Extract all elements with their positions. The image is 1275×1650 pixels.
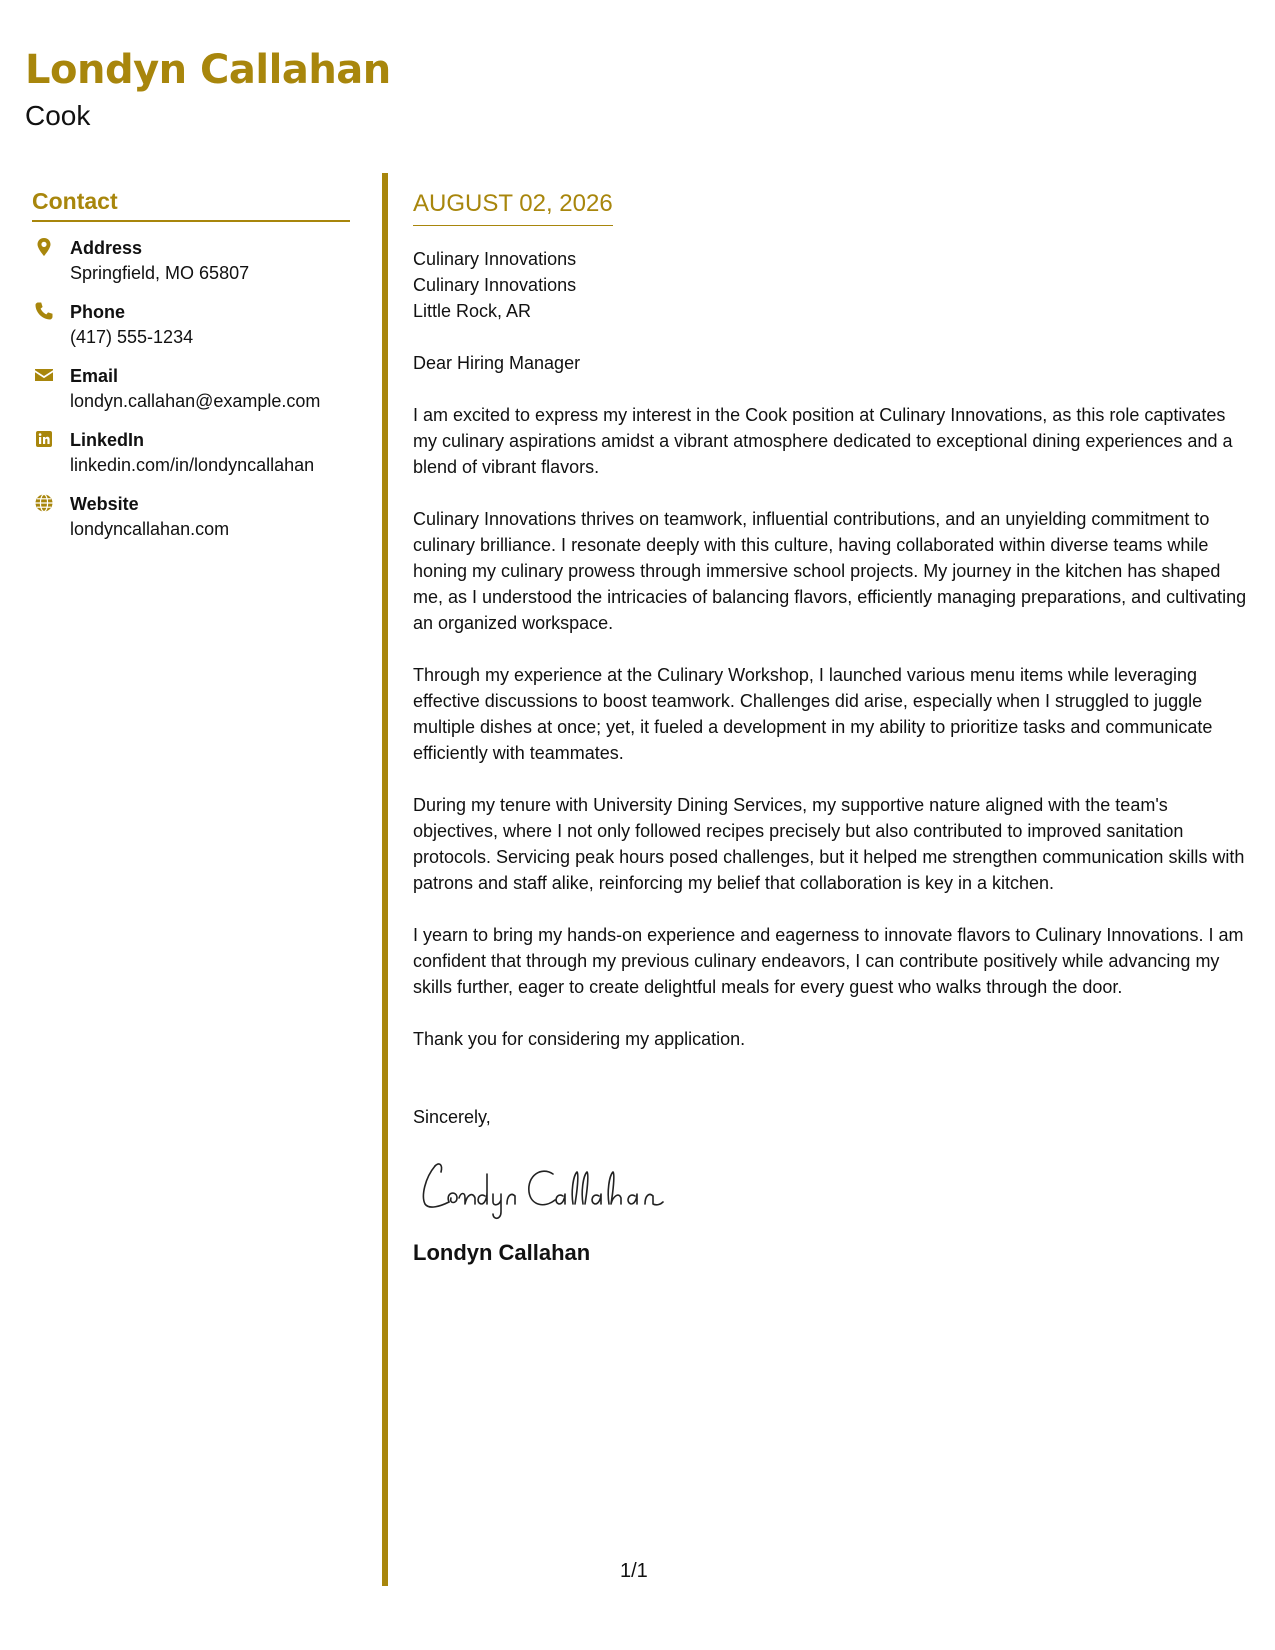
- contact-label: Email: [70, 365, 119, 386]
- letter-body: [413, 190, 1248, 1266]
- linkedin-icon: [34, 429, 54, 449]
- contact-value: londyncallahan.com: [70, 518, 230, 539]
- contact-label: Phone: [70, 301, 126, 322]
- body-paragraph: I am excited to express my interest in the Cook position at Culinary Innovations, as this role captivates my culinary aspirations amidst a vibrant atmosphere dedicated to exceptional dining experiences and a blend of vibrant flavors.: [413, 404, 1233, 477]
- contact-value: (417) 555-1234: [70, 326, 194, 347]
- handwritten-signature: [413, 1152, 683, 1222]
- job-title: Cook: [25, 100, 91, 131]
- body-paragraph: Culinary Innovations thrives on teamwork, influential contributions, and an unyielding commitment to culinary brilliance. I resonate deeply with this culture, having collaborated within diverse teams while honing my culinary prowess through immersive school projects. My journey in the kitchen has shaped me, as I understood the intricacies of balancing flavors, efficiently managing preparations, and cultivating an organized workspace.: [413, 508, 1247, 633]
- map-pin-icon: [34, 237, 54, 257]
- body-paragraph: During my tenure with University Dining Services, my supportive nature aligned with the team's objectives, where I not only followed recipes precisely but also contributed to improved sanitation protocols. Servicing peak hours posed challenges, but it helped me strengthen communication skills with patrons and staff alike, reinforcing my belief that collaboration is key in a kitchen.: [413, 794, 1245, 893]
- body-paragraph: I yearn to bring my hands-on experience and eagerness to innovate flavors to Culinary Innovations. I am confident that through my previous culinary endeavors, I can contribute positively while advancing my skills further, eager to create delightful meals for every guest who walks through the door.: [413, 924, 1244, 997]
- contact-item-website: [32, 492, 350, 542]
- globe-icon: [34, 493, 54, 513]
- thank-you-line: Thank you for considering my application.: [413, 1028, 746, 1049]
- contact-heading: Contact: [32, 188, 350, 222]
- closing: Sincerely,: [413, 1106, 491, 1127]
- contact-value: londyn.callahan@example.com: [70, 390, 321, 411]
- recipient-location: Little Rock, AR: [413, 300, 532, 321]
- recipient-company-line2: Culinary Innovations: [413, 274, 577, 295]
- contact-item-phone: [32, 300, 350, 350]
- phone-icon: [34, 301, 54, 321]
- contact-item-linkedin: [32, 428, 350, 478]
- vertical-divider: [382, 173, 388, 1586]
- contact-label: Website: [70, 493, 139, 514]
- applicant-name: Londyn Callahan: [25, 47, 391, 93]
- contact-value: Springfield, MO 65807: [70, 262, 250, 283]
- contact-label: Address: [70, 237, 143, 258]
- contact-item-address: [32, 236, 350, 286]
- letter-date: AUGUST 02, 2026: [413, 190, 613, 226]
- page-number: 1/1: [620, 1560, 648, 1582]
- recipient-company: Culinary Innovations: [413, 248, 577, 269]
- contact-list: [32, 236, 350, 542]
- contact-label: LinkedIn: [70, 429, 145, 450]
- contact-sidebar: [32, 188, 350, 556]
- contact-item-email: [32, 364, 350, 414]
- salutation: Dear Hiring Manager: [413, 352, 581, 373]
- signer-name: Londyn Callahan: [413, 1239, 591, 1265]
- body-paragraph: Through my experience at the Culinary Workshop, I launched various menu items while leveraging effective discussions to boost teamwork. Challenges did arise, especially when I struggled to juggle multiple dishes at once; yet, it fueled a development in my ability to prioritize tasks and communicate efficiently with teammates.: [413, 664, 1213, 763]
- contact-value: linkedin.com/in/londyncallahan: [70, 454, 315, 475]
- envelope-icon: [34, 365, 54, 385]
- recipient-block: [413, 246, 1248, 324]
